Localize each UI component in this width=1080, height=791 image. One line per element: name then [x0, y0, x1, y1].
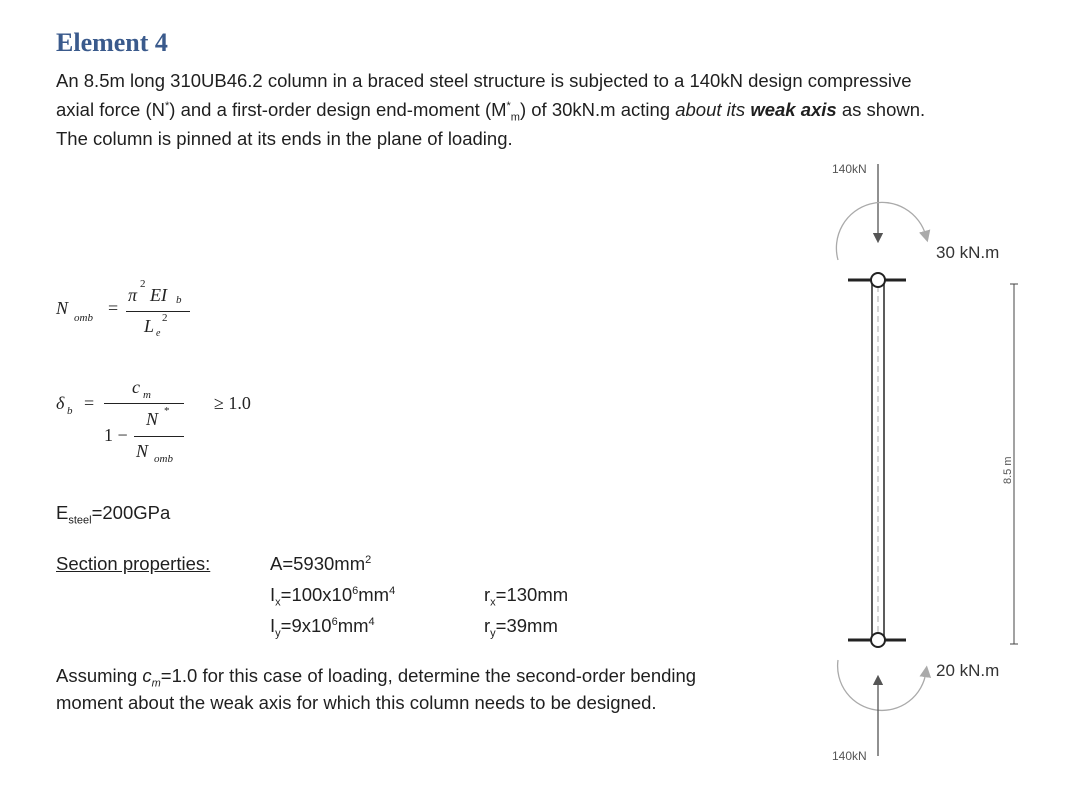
- outer-fraction-bar: [104, 403, 184, 404]
- ry-property: $r_y=39mm$: [484, 615, 558, 640]
- moment-amplification-equation: δ b = c m 1 − N * N omb ≥ 1.0: [56, 377, 251, 465]
- euler-buckling-equation: N omb = π 2 EI b L e 2: [56, 278, 256, 348]
- intro-line-3: The column is pinned at its ends in the plane of loading.: [56, 128, 513, 149]
- column-diagram: [810, 150, 1050, 770]
- bottom-moment-arc: [838, 660, 926, 710]
- inner-fraction-bar: [134, 436, 184, 437]
- top-moment-arc: [836, 202, 926, 260]
- iy-property: $I_y=9x10^6mm^4$: [270, 615, 375, 640]
- rx-property: $r_x=130mm$: [484, 584, 569, 609]
- problem-statement: [56, 66, 1016, 153]
- top-moment-label: 30 kN.m: [936, 243, 1000, 262]
- top-force-label: 140kN: [832, 162, 867, 176]
- top-pin: [871, 273, 885, 287]
- question-line-2: moment about the weak axis for which this column needs to be designed.: [56, 692, 657, 713]
- question-line-1: Assuming $c_m=1.0$ for this case of loading, determine the second-order bending: [56, 665, 697, 690]
- area-property: $A=5930mm^2$: [270, 553, 372, 574]
- bottom-moment-label: 20 kN.m: [936, 661, 1000, 680]
- ix-property: $I_x=100x10^6mm^4$: [270, 584, 396, 609]
- fraction-bar: [126, 311, 190, 312]
- intro-line-1: An 8.5m long 310UB46.2 column in a braced steel structure is subjected to a 140kN design compressive: [56, 70, 912, 91]
- question-text: [56, 662, 796, 716]
- section-properties-label: Section properties:: [56, 553, 211, 574]
- bottom-force-label: 140kN: [832, 749, 867, 763]
- element-title: Element 4: [56, 28, 168, 57]
- bottom-pin: [871, 633, 885, 647]
- steel-modulus: $E_{steel}=200GPa$: [56, 502, 171, 527]
- intro-line-2: axial force (N*) and a first-order design end-moment $(M^*_m)$ of 30kN.m acting about its weak axis as shown.: [56, 99, 926, 124]
- length-label: 8.5 m: [1002, 456, 1014, 484]
